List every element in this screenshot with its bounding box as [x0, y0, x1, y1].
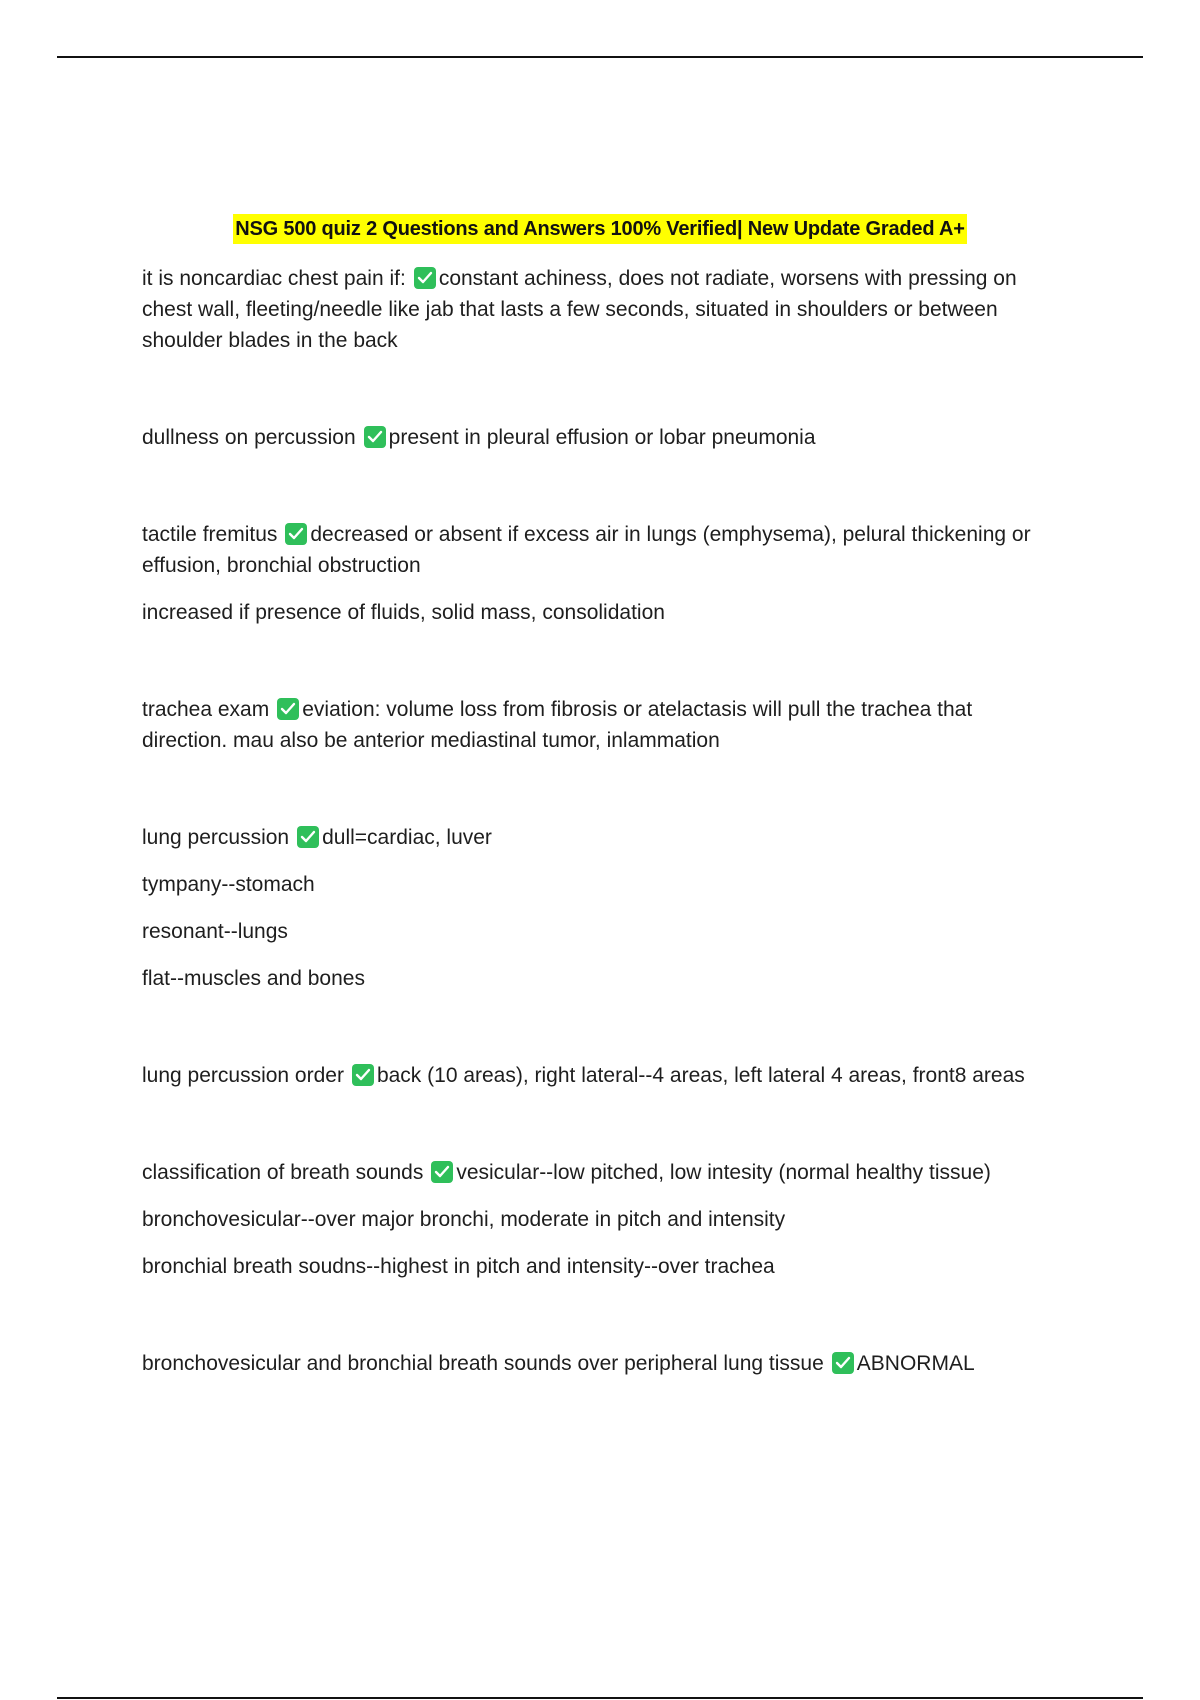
- answer-text: present in pleural effusion or lobar pneumonia: [388, 426, 816, 449]
- checkmark-icon: [277, 698, 299, 720]
- qa-line: [142, 519, 1062, 581]
- qa-line: [142, 694, 1062, 756]
- question-text: trachea exam: [142, 698, 270, 721]
- qa-item: [142, 422, 1062, 453]
- question-text: classification of breath sounds: [142, 1161, 424, 1184]
- answer-continuation: bronchial breath soudns--highest in pitch and intensity--over trachea: [142, 1255, 775, 1278]
- answer-continuation: tympany--stomach: [142, 873, 315, 896]
- bottom-rule: [57, 1697, 1143, 1699]
- qa-line: [142, 422, 1062, 453]
- title-container: [0, 214, 1200, 244]
- qa-list: [142, 263, 1062, 1445]
- question-text: lung percussion order: [142, 1064, 344, 1087]
- checkmark-icon: [832, 1352, 854, 1374]
- checkmark-icon: [285, 523, 307, 545]
- qa-item: [142, 694, 1062, 756]
- answer-continuation: bronchovesicular--over major bronchi, moderate in pitch and intensity: [142, 1208, 786, 1231]
- answer-continuation: resonant--lungs: [142, 920, 288, 943]
- answer-text: eviation: volume loss from fibrosis or atelactasis will pull the trachea that direction. mau also be anterior mediastinal tumor, inlammation: [142, 698, 973, 752]
- answer-text: ABNORMAL: [856, 1352, 975, 1375]
- question-text: bronchovesicular and bronchial breath sounds over peripheral lung tissue: [142, 1352, 824, 1375]
- answer-text: constant achiness, does not radiate, worsens with pressing on chest wall, fleeting/needle like jab that lasts a few seconds, situated in shoulders or between shoulder blades in the back: [142, 267, 1017, 352]
- qa-item: [142, 822, 1062, 994]
- checkmark-icon: [352, 1064, 374, 1086]
- qa-item: [142, 1348, 1062, 1379]
- qa-line: [142, 1157, 1062, 1188]
- qa-line: [142, 1348, 1062, 1379]
- qa-item: [142, 519, 1062, 628]
- qa-line: [142, 822, 1062, 853]
- qa-item: [142, 263, 1062, 356]
- qa-line: [142, 1060, 1062, 1091]
- question-text: it is noncardiac chest pain if:: [142, 267, 406, 290]
- answer-text: back (10 areas), right lateral--4 areas, left lateral 4 areas, front8 areas: [376, 1064, 1025, 1087]
- checkmark-icon: [297, 826, 319, 848]
- question-text: dullness on percussion: [142, 426, 356, 449]
- checkmark-icon: [364, 426, 386, 448]
- question-text: lung percussion: [142, 826, 290, 849]
- document-title: NSG 500 quiz 2 Questions and Answers 100% Verified| New Update Graded A+: [233, 214, 966, 244]
- answer-continuation: flat--muscles and bones: [142, 967, 365, 990]
- answer-text: decreased or absent if excess air in lungs (emphysema), pelural thickening or effusion, bronchial obstruction: [142, 523, 1031, 577]
- answer-text: vesicular--low pitched, low intesity (normal healthy tissue): [456, 1161, 991, 1184]
- qa-item: [142, 1060, 1062, 1091]
- checkmark-icon: [431, 1161, 453, 1183]
- answer-text: dull=cardiac, luver: [322, 826, 492, 849]
- qa-line: [142, 263, 1062, 356]
- qa-item: [142, 1157, 1062, 1282]
- top-rule: [57, 56, 1143, 58]
- answer-continuation: increased if presence of fluids, solid mass, consolidation: [142, 601, 665, 624]
- question-text: tactile fremitus: [142, 523, 278, 546]
- checkmark-icon: [414, 267, 436, 289]
